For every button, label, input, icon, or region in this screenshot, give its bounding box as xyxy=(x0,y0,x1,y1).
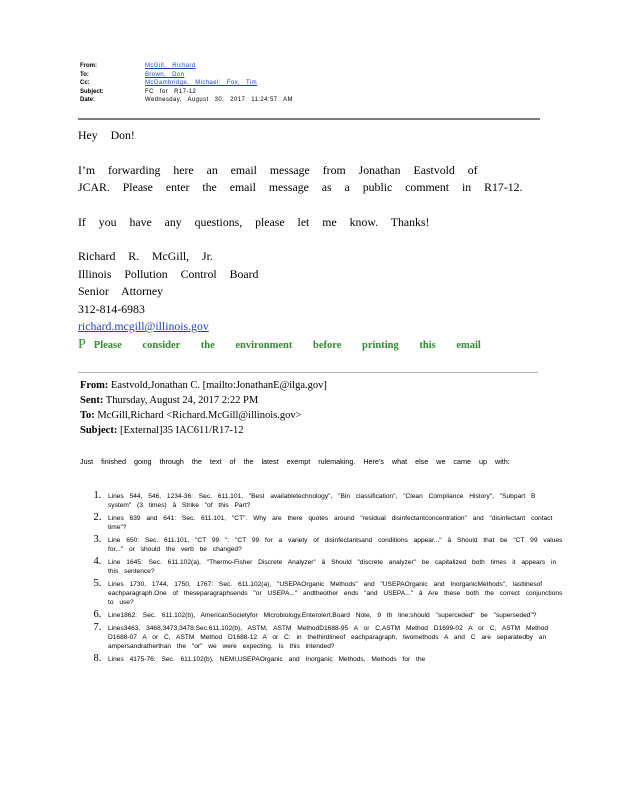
forwarded-sent-row xyxy=(80,393,540,408)
forwarded-message xyxy=(80,457,535,475)
from-value-link[interactable]: McGill, Richard xyxy=(145,63,196,69)
forwarded-subject-label: Subject: xyxy=(80,425,118,436)
signature-name: Richard R. McGill, Jr. xyxy=(78,249,213,263)
paragraph-1-line-2: JCAR. Please enter the email message as a public comment in R17-12. xyxy=(78,180,523,194)
forwarded-sent-label: Sent: xyxy=(80,395,104,406)
comments-list xyxy=(80,491,563,667)
list-item: 5. Lines 1730, 1744, 1750, 1767: Sec. 611.102(a), "USEPAOrganic Methods" and "USEPAOrganic and InorganicMethods", lastlinesof eachparagraph.One of theseparagraphsends "or USEPA..." andtheother ends "and USEPA..." â Are these both the correct conjunctions to use? xyxy=(108,579,563,608)
date-value: Wednesday, August 30, 2017 11:24:57 AM xyxy=(145,97,293,104)
cc-label: Cc: xyxy=(80,80,90,87)
date-label: Date: xyxy=(80,97,96,104)
list-item: 6. Line1862: Sec. 611.102(b), AmericanSocietyfor Microbiology,Enterolert,Board Note, 9 th line:should "superceded" be "superseded"? xyxy=(108,610,563,620)
header-divider xyxy=(78,118,540,120)
list-item: 4. Line 1645: Sec. 611.102(a), "Thermo-Fisher Discrete Analyzer" â Should "discrete analyzer" be capitalized both times it appears in this sentence? xyxy=(108,557,563,576)
header-from-row xyxy=(80,62,540,71)
greeting: Hey Don! xyxy=(78,128,135,142)
forwarded-header xyxy=(80,378,540,438)
forwarded-from-label: From: xyxy=(80,380,109,391)
header-cc-row xyxy=(80,79,540,88)
signature-email-link[interactable]: richard.mcgill@illinois.gov xyxy=(78,319,209,333)
forwarded-to-label: To: xyxy=(80,410,95,421)
paragraph-2: If you have any questions, please let me know. Thanks! xyxy=(78,214,430,229)
list-item: 3. Line 650: Sec. 611.101, "CT 99 ": "CT 99 for a variety of disinfectantsand conditions appear..." â Should that be "CT 99 values for..." or should the verb be changed? xyxy=(108,535,563,554)
forwarded-subject-value: [External]35 IAC611/R17-12 xyxy=(119,425,244,436)
leaf-icon: P xyxy=(78,336,86,352)
from-label: From: xyxy=(80,63,97,69)
forwarded-to-value: McGill,Richard <Richard.McGill@illinois.gov> xyxy=(97,410,302,421)
forwarded-divider xyxy=(78,372,538,373)
forwarded-to-row xyxy=(80,408,540,423)
environment-notice-text: Please consider the environment before printing this email xyxy=(93,339,481,351)
header-date-row xyxy=(80,96,540,105)
paragraph-1-line-1: I’m forwarding here an email message from Jonathan Eastvold of xyxy=(78,162,478,177)
list-item: 8. Lines 4175-76: Sec. 611.102(b), NEMI,USEPAOrganic and Inorganic Methods, Methods for the xyxy=(108,654,563,664)
subject-value: FC for R17-12 xyxy=(145,88,197,95)
forwarded-from-value: Eastvold,Jonathan C. [mailto:JonathanE@ilga.gov] xyxy=(111,380,327,391)
header-subject-row xyxy=(80,88,540,97)
header-to-row xyxy=(80,71,540,80)
cc-value-link[interactable]: McGambridge, Michael; Fox, Tim xyxy=(145,80,258,87)
list-item: 2. Lines 639 and 641: Sec. 611.101, "CT". Why are there quotes around "residual disinfectantconcentration" and "disinfectant contact time"? xyxy=(108,513,563,532)
message-body xyxy=(78,127,538,354)
forwarded-from-row xyxy=(80,378,540,393)
forwarded-subject-row xyxy=(80,423,540,438)
signature-phone: 312-814-6983 xyxy=(78,301,145,316)
environment-notice xyxy=(78,336,538,355)
email-header xyxy=(80,62,540,105)
signature-title: Senior Attorney xyxy=(78,284,164,298)
list-item: 1. Lines 544, 546, 1234-36: Sec. 611.101, "Best availabletechnology", "Bin classification", "Clean Compliance History", "Subpart B system" (3 times) â Strike "of this Part? xyxy=(108,491,563,510)
to-value-link[interactable]: Brown, Don xyxy=(145,71,185,78)
subject-label: Subject: xyxy=(80,88,104,95)
message-intro: Just finished going through the text of the latest exempt rulemaking. Here's what else we came up with: xyxy=(80,457,510,466)
to-label: To: xyxy=(80,71,89,78)
forwarded-sent-value: Thursday, August 24, 2017 2:22 PM xyxy=(105,395,259,406)
signature-organization: Illinois Pollution Control Board xyxy=(78,266,259,281)
list-item: 7. Lines3463, 3468,3473,3478:Sec.611.102(b), ASTM, ASTM MethodD1688-95 A or C,ASTM Method D1699-02 A or C, ASTM Method D1688-07 A or C, ASTM Method D1688-12 A or C: in thethirdlineof eachparagraph, twomethods A and C are separatedby an ampersandratherthan the "or" we were expecting. Is this intended? xyxy=(108,623,563,652)
